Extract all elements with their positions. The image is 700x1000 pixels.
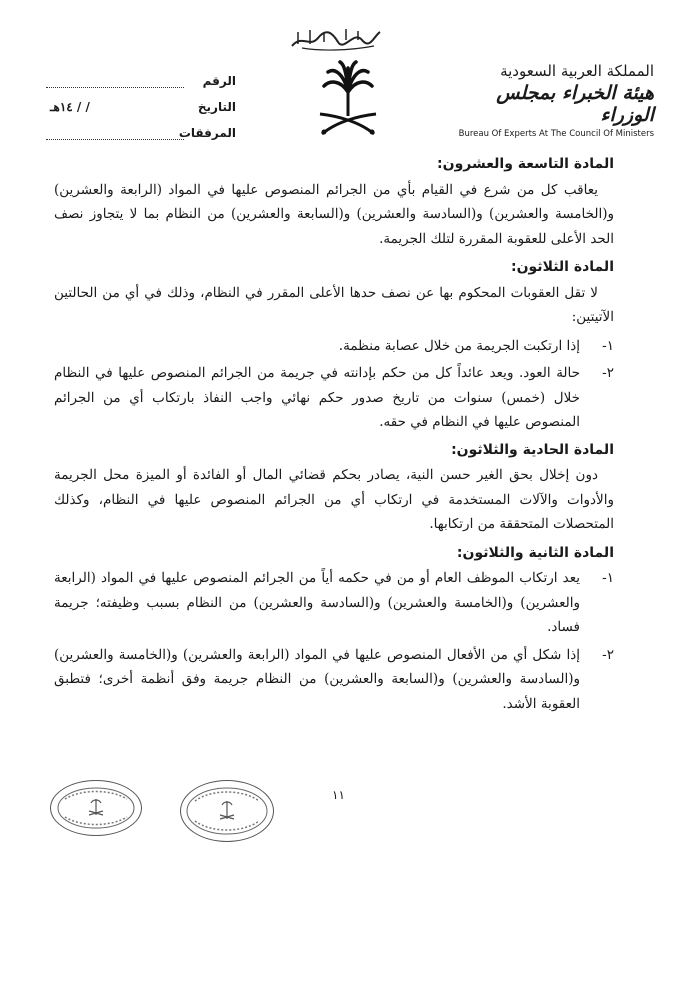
- article-title: المادة الثلاثون:: [510, 259, 614, 275]
- list-item-text: إذا ارتكبت الجريمة من خلال عصابة منظمة.: [338, 337, 580, 354]
- article-32: [54, 541, 614, 717]
- list-item-number: ١-: [602, 337, 614, 354]
- number-row: [46, 68, 236, 94]
- attachments-field: [46, 127, 184, 140]
- list-item-text: يعد ارتكاب الموظف العام أو من في حكمه أياً من الجرائم المنصوص عليها في المواد (الرابعة والعشرين) و(الخامسة والعشرين) و(السادسة والعشرين) من النظام بسبب وظيفته؛ جريمة فساد.: [54, 570, 581, 635]
- date-value: / / ١٤هـ: [50, 100, 90, 114]
- official-stamp-icon: [180, 780, 274, 842]
- number-field: [46, 75, 184, 88]
- number-label: الرقم: [202, 74, 236, 88]
- article-31: [54, 438, 614, 537]
- list-item: [54, 643, 614, 717]
- date-label: التاريخ: [197, 100, 236, 114]
- attachments-row: [46, 120, 236, 146]
- list-item-number: ١-: [602, 570, 614, 586]
- date-row: [46, 94, 236, 120]
- article-paragraph: دون إخلال بحق الغير حسن النية، يصادر بحكم قضائي المال أو الفائدة أو الميزة محل الجريمة والأدوات والآلات المستخدمة في ارتكاب أي من الجرائم المنصوص عليها في النظام، وكذلك المتحصلات المتحققة من ارتكابها.: [54, 467, 614, 532]
- saudi-emblem-icon: [316, 58, 380, 136]
- brand-country: المملكة العربية السعودية: [500, 62, 654, 80]
- list-item: [54, 566, 614, 640]
- list-item-number: ٢-: [602, 365, 614, 381]
- document-meta: [46, 68, 236, 146]
- list-item-text: حالة العود. ويعد عائداً كل من حكم بإدانته في جريمة من الجرائم المنصوص عليها في النظام خلال (خمس) سنوات من تاريخ صدور حكم نهائي واجب النفاذ بارتكاب أي من الجرائم المنصوص عليها في النظام في حقه.: [54, 365, 580, 430]
- article-paragraph: لا تقل العقوبات المحكوم بها عن نصف حدها الأعلى المقرر في النظام، وذلك في أي من الحالتين الآتيتين:: [54, 284, 614, 325]
- letterhead-brand: [454, 62, 654, 139]
- attachments-label: المرفقات: [178, 126, 236, 140]
- article-title: المادة الحادية والثلاثون:: [451, 441, 614, 458]
- article-title: المادة الثانية والثلاثون:: [456, 544, 614, 561]
- list-item-text: إذا شكل أي من الأفعال المنصوص عليها في المواد (الرابعة والعشرين) و(الخامسة والعشرين) و(السادسة والعشرين) و(السابعة والعشرين) من النظام جريمة وفق أنظمة أخرى؛ فتطبق العقوبة الأشد.: [54, 646, 580, 712]
- article-29: [54, 152, 614, 251]
- list-item: [54, 361, 614, 435]
- brand-name: هيئة الخبراء بمجلس الوزراء: [496, 82, 654, 126]
- article-30: [54, 255, 614, 435]
- list-item-number: ٢-: [602, 646, 614, 663]
- basmala-calligraphy: [288, 26, 384, 52]
- list-item: [54, 334, 614, 359]
- official-stamp-icon: [50, 780, 142, 836]
- brand-english: Bureau Of Experts At The Council Of Ministers: [458, 129, 654, 139]
- article-title: المادة التاسعة والعشرون:: [437, 156, 614, 172]
- article-paragraph: يعاقب كل من شرع في القيام بأي من الجرائم المنصوص عليها في المواد (الرابعة والعشرين) و(الخامسة والعشرين) و(السادسة والعشرين) و(السابعة والعشرين) من النظام بما لا يتجاوز نصف الحد الأعلى للعقوبة المقررة لتلك الجريمة.: [54, 181, 614, 247]
- page-number: ١١: [332, 788, 345, 802]
- document-body: [54, 150, 614, 719]
